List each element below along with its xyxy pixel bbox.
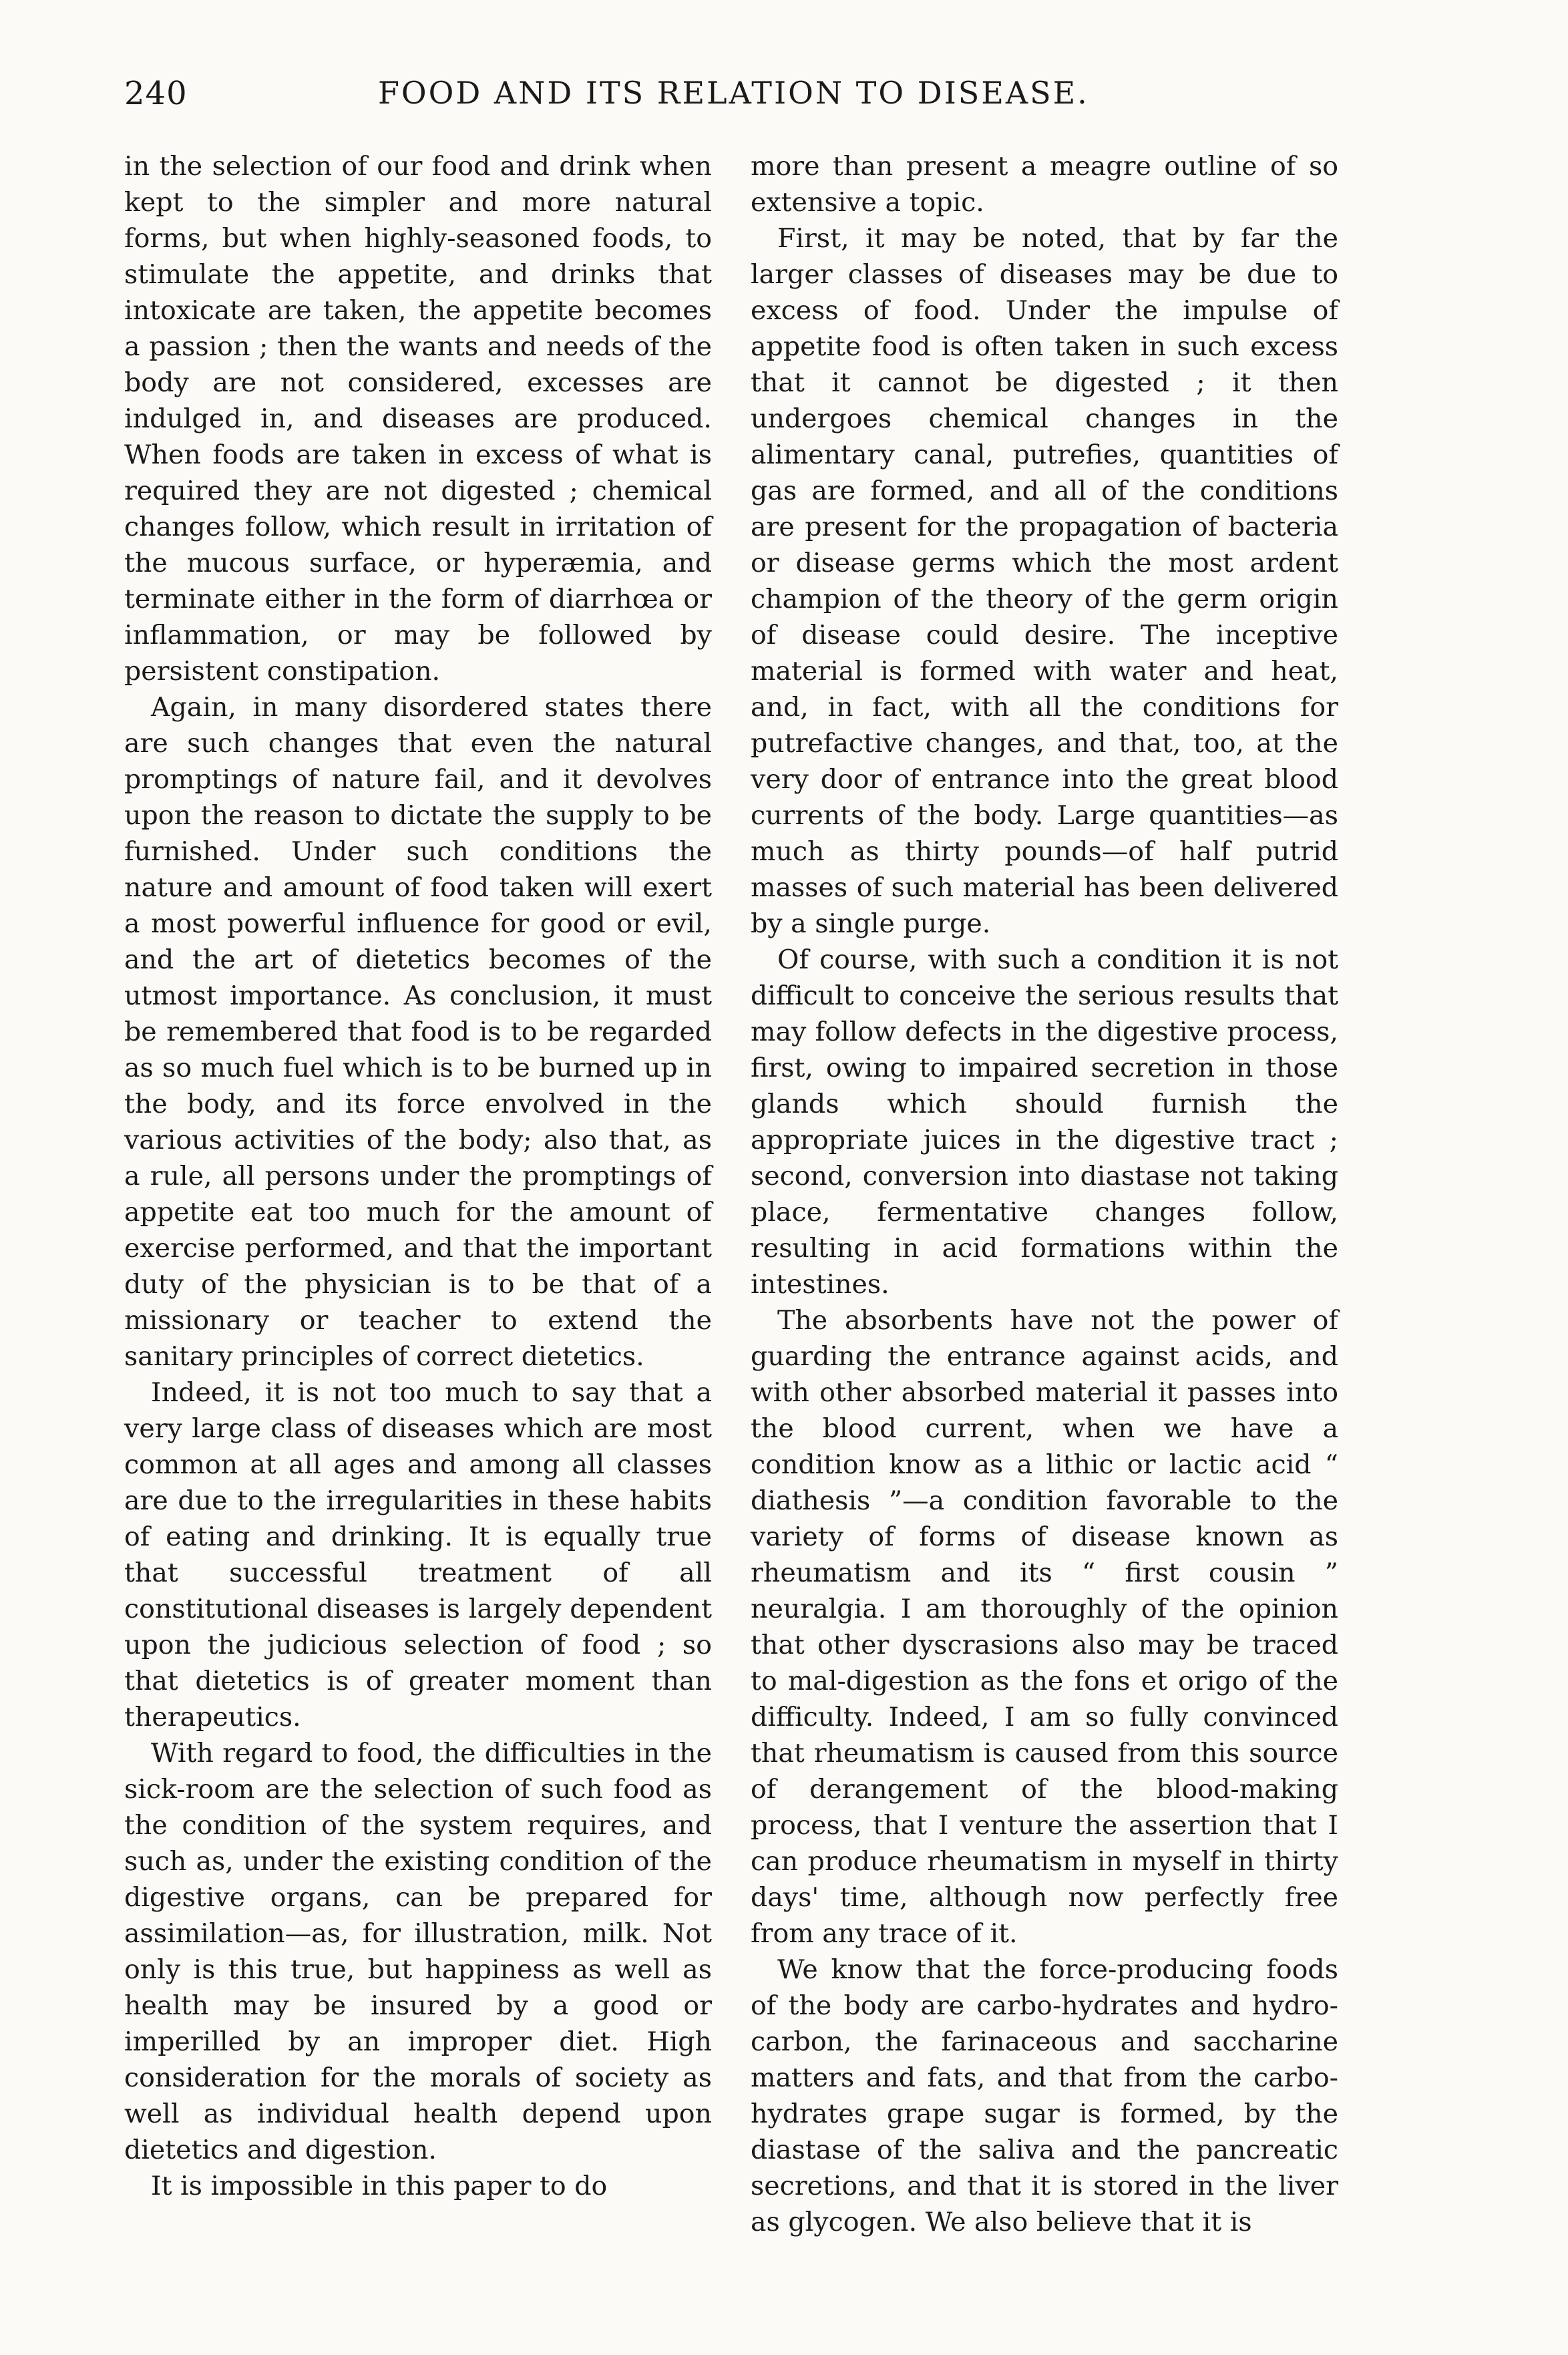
paragraph: The absorbents have not the power of guarding the entrance against acids, and with other absorbed material it passes into the blood current, when we have a condition know as a lithic or lactic acid “ diathesis ”—a condition favorable to the variety of forms of disease known as rheumatism and its “ first cousin ” neuralgia. I am thoroughly of the opinion that other dyscrasions also may be traced to mal-digestion as the fons et origo of the difficulty. Indeed, I am so fully convinced that rheumatism is caused from this source of derangement of the blood-making process, that I venture the assertion that I can produce rheumatism in myself in thirty days' time, although now perfectly free from any trace of it. bbox=[751, 1305, 1338, 1949]
paragraph: With regard to food, the difficulties in the sick-room are the selection of such food as the condition of the system requires, and such as, under the existing condition of the digestive organs, can be prepared for assimilation—as, for illustration, milk. Not only is this true, but happiness as well as health may be insured by a good or imperilled by an improper diet. High consideration for the morals of society as well as individual health depend upon dietetics and digestion. bbox=[124, 1738, 712, 2165]
paragraph: in the selection of our food and drink when kept to the simpler and more natural forms, but when highly-seasoned foods, to stimulate the appetite, and drinks that intoxicate are taken, the appetite becomes a passion ; then the wants and needs of the body are not considered, excesses are indulged in, and diseases are produced. When foods are taken in excess of what is required they are not digested ; chemical changes follow, which result in irritation of the mucous surface, or hyperæmia, and terminate either in the form of diarrhœa or inflammation, or may be followed by persistent constipation. bbox=[124, 151, 712, 687]
running-title: FOOD AND ITS RELATION TO DISEASE. bbox=[378, 75, 1089, 111]
right-column bbox=[751, 148, 1338, 2240]
paragraph: more than present a meagre outline of so extensive a topic. bbox=[751, 151, 1338, 218]
paragraph: We know that the force-producing foods of the body are carbo-hydrates and hydro-carbon, the farinaceous and saccharine matters and fats, and that from the carbo-hydrates grape sugar is formed, by the diastase of the saliva and the pancreatic secretions, and that it is stored in the liver as glycogen. We also believe that it is bbox=[751, 1954, 1338, 2237]
paragraph: Again, in many disordered states there are such changes that even the natural promptings of nature fail, and it devolves upon the reason to dictate the supply to be furnished. Under such conditions the nature and amount of food taken will exert a most powerful influence for good or evil, and the art of dietetics becomes of the utmost importance. As conclusion, it must be remembered that food is to be regarded as so much fuel which is to be burned up in the body, and its force envolved in the various activities of the body; also that, as a rule, all persons under the promptings of appetite eat too much for the amount of exercise performed, and that the important duty of the physician is to be that of a missionary or teacher to extend the sanitary principles of correct dietetics. bbox=[124, 692, 712, 1372]
page-header bbox=[124, 75, 1340, 128]
paragraph: Indeed, it is not too much to say that a very large class of diseases which are most common at all ages and among all classes are due to the irregularities in these habits of eating and drinking. It is equally true that successful treatment of all constitutional diseases is largely dependent upon the judicious selection of food ; so that dietetics is of greater moment than therapeutics. bbox=[124, 1377, 712, 1733]
left-column bbox=[124, 148, 712, 2204]
paragraph: Of course, with such a condition it is not difficult to conceive the serious results that may follow defects in the digestive process, first, owing to impaired secretion in those glands which should furnish the appropriate juices in the digestive tract ; second, conversion into diastase not taking place, fermentative changes follow, resulting in acid formations within the intestines. bbox=[751, 944, 1338, 1300]
paragraph: It is impossible in this paper to do bbox=[151, 2171, 608, 2201]
page-number: 240 bbox=[124, 75, 188, 112]
paragraph: First, it may be noted, that by far the larger classes of diseases may be due to excess of food. Under the impulse of appetite food is often taken in such excess that it cannot be digested ; it then undergoes chemical changes in the alimentary canal, putrefies, quantities of gas are formed, and all of the conditions are present for the propagation of bacteria or disease germs which the most ardent champion of the theory of the germ origin of disease could desire. The inceptive material is formed with water and heat, and, in fact, with all the conditions for putrefactive changes, and that, too, at the very door of entrance into the great blood currents of the body. Large quantities—as much as thirty pounds—of half putrid masses of such material has been delivered by a single purge. bbox=[751, 223, 1338, 939]
